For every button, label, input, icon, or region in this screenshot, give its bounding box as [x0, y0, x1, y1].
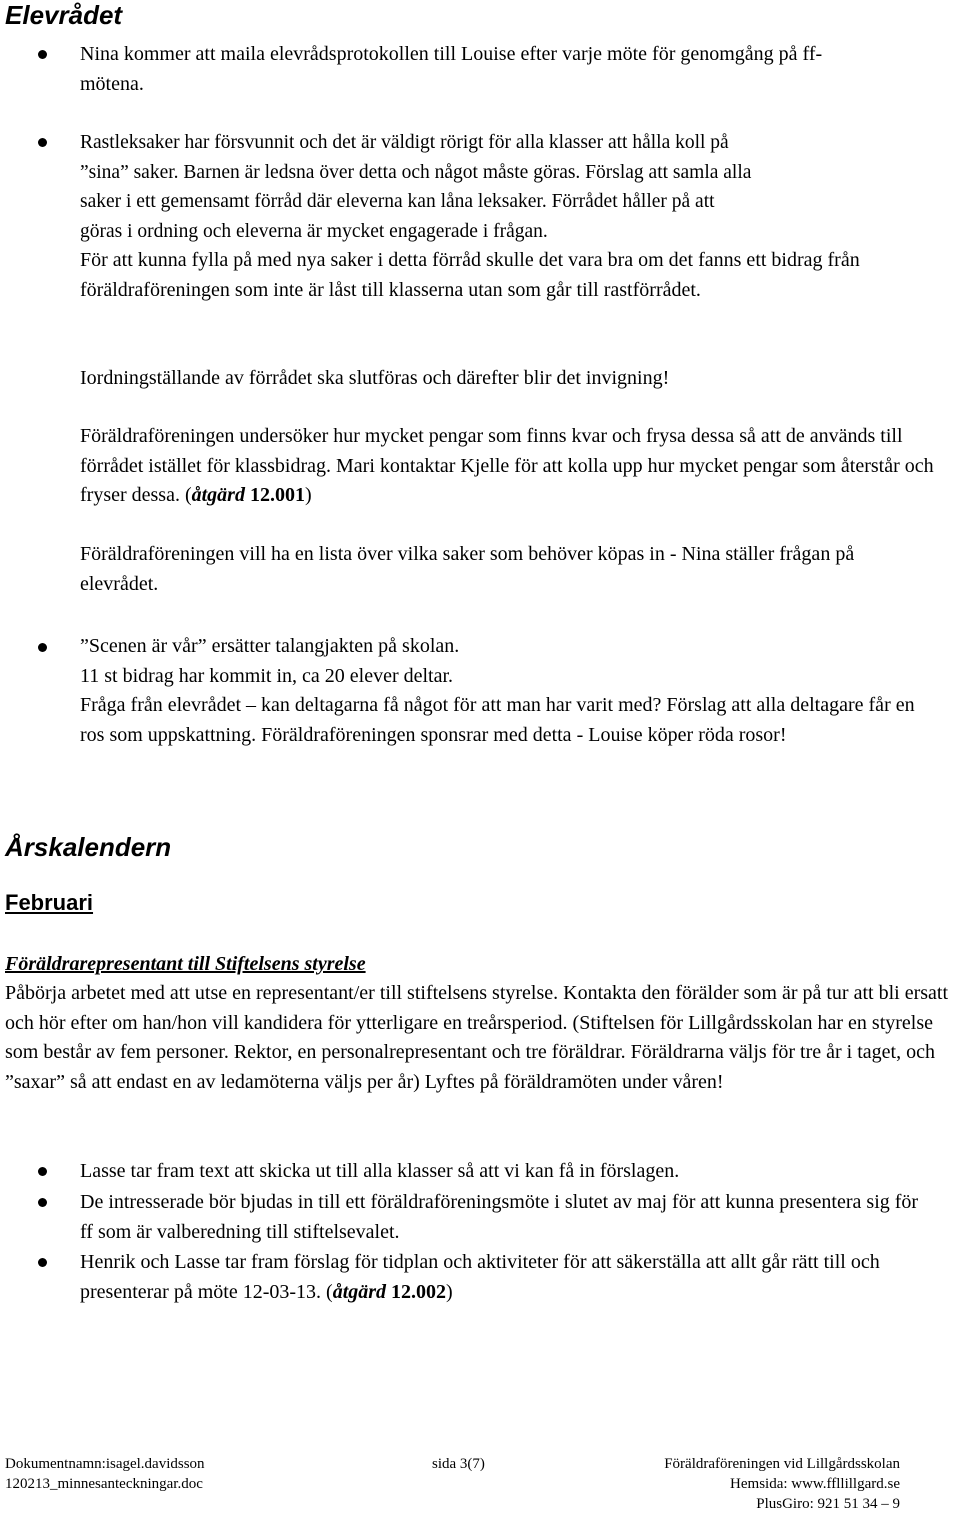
footer-org-name: Föräldraföreningen vid Lillgårdsskolan — [664, 1456, 900, 1472]
bullet-text: Henrik och Lasse tar fram förslag för tidplan och aktiviteter för att säkerställa att allt går rätt till och presenterar på möte 12-03-13. ( — [80, 1251, 880, 1303]
bullet-text-close: ) — [446, 1280, 453, 1303]
section-title-elevradet: Elevrådet — [5, 0, 123, 30]
text-line: Fråga från elevrådet – kan deltagarna få något för att man har varit med? Förslag att alla deltagare får en ros som uppskattning. Föräldraföreningen sponsrar med detta - Louise köper röda rosor! — [80, 694, 915, 746]
paragraph-protokoll: Nina kommer att maila elevrådsprotokollen till Louise efter varje möte för genomgång på ff-mötena. — [80, 43, 823, 95]
paragraph-scenen — [80, 632, 940, 750]
action-number: 12.002 — [386, 1280, 447, 1303]
bullet-dot — [38, 138, 47, 147]
footer-plusgiro: PlusGiro: 921 51 34 – 9 — [756, 1496, 900, 1512]
bullet-tidplan — [80, 1248, 950, 1307]
paragraph-lista: Föräldraföreningen vill ha en lista över vilka saker som behöver köpas in - Nina ställer frågan på elevrådet. — [80, 543, 855, 595]
text-line: ”Scenen är vår” ersätter talangjakten på skolan. — [80, 635, 460, 657]
text-line: göras i ordning och eleverna är mycket engagerade i frågan. — [80, 220, 548, 242]
bullet-intresserade: De intresserade bör bjudas in till ett föräldraföreningsmöte i slutet av maj för att kunna presentera sig för ff som är valberedning till stiftelsevalet. — [80, 1191, 919, 1243]
month-heading: Februari — [5, 890, 94, 915]
page-number: sida 3(7) — [432, 1456, 485, 1472]
text-line: 11 st bidrag har kommit in, ca 20 elever deltar. — [80, 664, 454, 687]
section-title-arskalendern: Årskalendern — [5, 832, 172, 862]
footer-page-number — [432, 1454, 485, 1474]
paragraph-rastleksaker — [80, 128, 960, 246]
paragraph-text: Föräldraföreningen undersöker hur mycket pengar som finns kvar och frysa dessa så att de används till förrådet istället för klassbidrag. Mari kontaktar Kjelle för att kolla upp hur mycket pengar som återstår och fryser dessa. ( — [80, 425, 934, 506]
bullet-lasse-text: Lasse tar fram text att skicka ut till alla klasser så att vi kan få in förslagen. — [80, 1160, 680, 1182]
bullet-dot — [38, 1167, 47, 1176]
text-line: ”sina” saker. Barnen är ledsna över detta och något måste göras. Förslag att samla alla — [80, 161, 752, 183]
paragraph-invigning: Iordningställande av förrådet ska slutföras och därefter blir det invigning! — [80, 367, 670, 389]
footer-website: Hemsida: www.ffllillgard.se — [730, 1476, 900, 1492]
action-label: åtgärd — [332, 1280, 387, 1303]
bullet-dot — [38, 1258, 47, 1267]
paragraph-frysa-pengar — [80, 422, 950, 511]
subheading-foraldrarepresentant: Föräldrarepresentant till Stiftelsens styrelse — [5, 953, 366, 975]
paragraph-stiftelsen: Påbörja arbetet med att utse en representant/er till stiftelsens styrelse. Kontakta den förälder som är på tur att bli ersatt och hör efter om han/hon vill kandidera för ytterligare en treårsperiod. (Stiftelsen för Lillgårdsskolan har en styrelse som består av fem personer. Rektor, en personalrepresentant och tre föräldrar. Föräldrarna väljs för tre år i taget, och ”saxar” så att endast en av ledamöterna väljs per år) Lyftes på föräldramöten under våren! — [5, 982, 949, 1093]
bullet-dot — [38, 1198, 47, 1207]
paragraph-text-close: ) — [304, 484, 312, 506]
bullet-dot — [38, 50, 47, 59]
bullet-dot — [38, 643, 47, 652]
paragraph-bidrag: För att kunna fylla på med nya saker i detta förråd skulle det vara bra om det fanns ett bidrag från föräldraföreningen som inte är låst till klasserna utan som går till rastförrådet. — [80, 249, 860, 301]
action-label: åtgärd — [191, 484, 245, 506]
footer-document-name: Dokumentnamn:isagel.davidsson — [5, 1456, 205, 1472]
footer-file-name: 120213_minnesanteckningar.doc — [5, 1476, 203, 1492]
action-number: 12.001 — [244, 484, 305, 506]
text-line: saker i ett gemensamt förråd där eleverna kan låna leksaker. Förrådet håller på att — [80, 191, 715, 212]
text-line: Rastleksaker har försvunnit och det är väldigt rörigt för alla klasser att hålla koll på — [80, 132, 729, 153]
footer-document-info — [5, 1454, 205, 1494]
footer-organization — [560, 1454, 900, 1514]
